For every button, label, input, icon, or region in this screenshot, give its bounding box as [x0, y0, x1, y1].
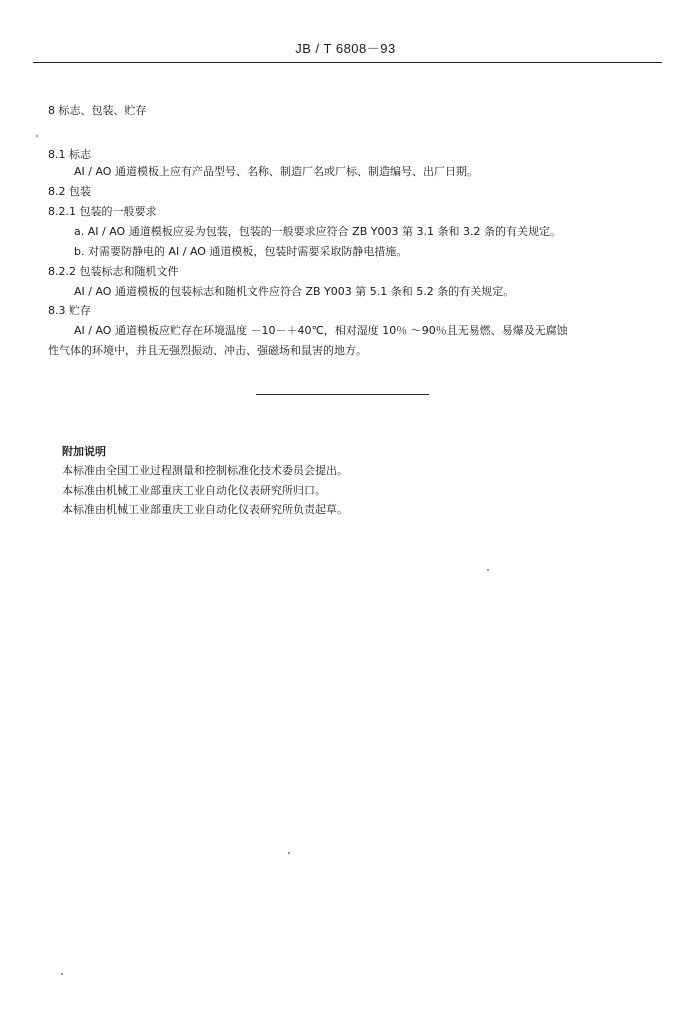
- appendix-line-1: 本标准由全国工业过程测量和控制标准化技术委员会提出。: [62, 464, 348, 477]
- section-8-2-1-item-a: a. AI / AO 通道模板应妥为包装，包装的一般要求应符合 ZB Y003 第 3.1 条和 3.2 条的有关规定。: [74, 225, 561, 238]
- section-8-title: 8 标志、包装、贮存: [48, 104, 147, 117]
- appendix-title: 附加说明: [62, 445, 106, 458]
- scan-speck: [36, 135, 38, 137]
- document-code-header: JB / T 6808－93: [295, 41, 396, 56]
- scan-speck: [61, 973, 63, 975]
- scan-speck: [288, 852, 290, 854]
- appendix-line-3: 本标准由机械工业部重庆工业自动化仪表研究所负责起草。: [62, 503, 348, 516]
- section-8-2-2-text: AI / AO 通道模板的包装标志和随机文件应符合 ZB Y003 第 5.1 条和 5.2 条的有关规定。: [74, 285, 515, 298]
- section-8-2-2-heading: 8.2.2 包装标志和随机文件: [48, 265, 179, 278]
- section-8-3-heading: 8.3 贮存: [48, 304, 91, 317]
- section-8-3-text-line2: 性气体的环境中，并且无强烈振动、冲击、强磁场和鼠害的地方。: [48, 344, 367, 357]
- section-8-2-1-item-b: b. 对需要防静电的 AI / AO 通道模板，包装时需要采取防静电措施。: [74, 245, 408, 258]
- header-rule: [33, 62, 662, 63]
- section-8-2-heading: 8.2 包装: [48, 185, 91, 198]
- appendix-line-2: 本标准由机械工业部重庆工业自动化仪表研究所归口。: [62, 484, 326, 497]
- scan-speck: [487, 569, 489, 571]
- section-8-2-1-heading: 8.2.1 包装的一般要求: [48, 205, 157, 218]
- section-8-1-text: AI / AO 通道模板上应有产品型号、名称、制造厂名或厂标、制造编号、出厂日期。: [74, 165, 478, 178]
- section-8-1-heading: 8.1 标志: [48, 148, 91, 161]
- section-8-3-text-line1: AI / AO 通道模板应贮存在环境温度 －10－＋40℃，相对湿度 10％ ～90％且无易燃、易爆及无腐蚀: [74, 324, 568, 337]
- end-separator-rule: [256, 394, 429, 395]
